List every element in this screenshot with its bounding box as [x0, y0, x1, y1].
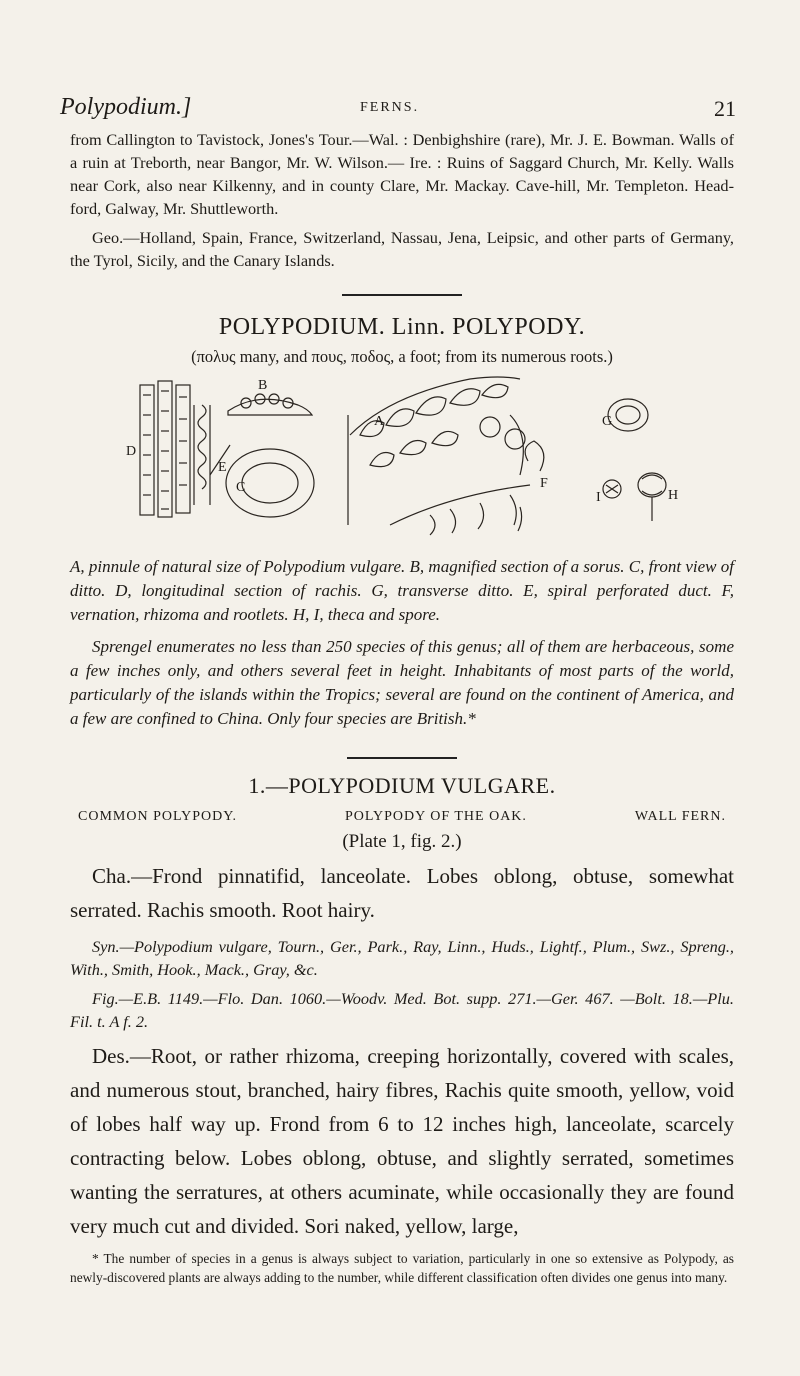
genus-note: Sprengel enumerates no less than 250 species of this genus; all of them are herbaceous, some a few inches only, and others several feet in height. Inhabitants of most parts of the world, particularly of the islands within the Tropics; several are found on the continent of America, and a few are confined to China. Only four species are British.*	[70, 637, 734, 728]
label-B: B	[258, 378, 268, 393]
plate-reference: (Plate 1, fig. 2.)	[342, 831, 462, 852]
geography-paragraph: Geo.—Holland, Spain, France, Switzerland, Nassau, Jena, Leipsic, and other parts of Germany, the Tyrol, Sicily, and the Canary Islands.	[70, 228, 734, 270]
figures-paragraph: Fig.—E.B. 1149.—Flo. Dan. 1060.—Woodv. Med. Bot. supp. 271.—Ger. 467. —Bolt. 18.—Plu. Fil. t. A f. 2.	[70, 989, 734, 1031]
species-title: 1.—POLYPODIUM VULGARE.	[248, 773, 556, 798]
label-D: D	[126, 444, 137, 459]
localities-paragraph: from Callington to Tavistock, Jones's Tour.—Wal. : Denbighshire (rare), Mr. J. E. Bowman. Walls of a ruin at Treborth, near Bangor, Mr. W. Wilson.— Ire. : Ruins of Saggard Church, Mr. Kelly. Walls near Cork, also near Kilkenny, and in county Clare, Mr. Mackay. Cave-hill, Mr. Templeton. Head-ford, Galway, Mr. Shuttleworth.	[70, 130, 734, 218]
etymology: (πολυς many, and πους, ποδος, a foot; from its numerous roots.)	[191, 347, 613, 366]
running-head-genus: Polypodium.]	[60, 94, 192, 120]
divider-rule-1	[342, 294, 462, 296]
synonyms-paragraph: Syn.—Polypodium vulgare, Tourn., Ger., Park., Ray, Linn., Huds., Lightf., Plum., Swz., Spreng., With., Smith, Hook., Mack., Gray, &c.	[70, 937, 734, 979]
label-H: H	[668, 488, 679, 503]
character-paragraph: Cha.—Frond pinnatifid, lanceolate. Lobes oblong, obtuse, somewhat serrated. Rachis smooth. Root hairy.	[70, 864, 734, 922]
common-name-2: POLYPODY OF THE OAK.	[344, 809, 527, 824]
transverse-section-drawing	[608, 399, 648, 431]
book-page	[60, 94, 736, 1287]
page-number: 21	[714, 96, 736, 121]
front-view-drawing	[210, 445, 314, 517]
rachis-section-drawing	[140, 381, 190, 517]
genus-title: POLYPODIUM. Linn. POLYPODY.	[218, 314, 586, 340]
spore-drawing	[603, 480, 621, 498]
label-A: A	[374, 414, 385, 429]
sorus-section-drawing	[228, 394, 312, 415]
label-I: I	[596, 490, 601, 505]
label-F: F	[540, 476, 548, 491]
description-paragraph: Des.—Root, or rather rhizoma, creeping horizontally, covered with scales, and numerous stout, branched, hairy fibres, Rachis quite smooth, yellow, void of lobes half way up. Frond from 6 to 12 inches high, lanceolate, scarcely contracting below. Lobes oblong, obtuse, and slightly serrated, sometimes wanting the serratures, at others acuminate, while occasionally they are found very much cut and divided. Sori naked, yellow, large,	[70, 1044, 734, 1238]
theca-drawing	[638, 473, 666, 521]
spiral-duct-drawing	[194, 405, 210, 505]
figure-caption: A, pinnule of natural size of Polypodium vulgare. B, magnified section of a sorus. C, front view of ditto. D, longitudinal section of rachis. G, transverse ditto. E, spiral perforated duct. F, vernation, rhizoma and rootlets. H, I, theca and spore.	[70, 557, 734, 624]
label-C: C	[236, 480, 246, 495]
footnote: * The number of species in a genus is always subject to variation, particularly in one so extensive as Polypody, as newly-discovered plants are always adding to the number, while different classification often divides one genus into many.	[70, 1251, 734, 1285]
divider-rule-2	[347, 757, 457, 759]
common-names	[78, 809, 726, 825]
common-name-1: COMMON POLYPODY.	[78, 809, 238, 824]
label-G: G	[602, 414, 613, 429]
common-name-3: WALL FERN.	[634, 809, 726, 824]
running-head-section: FERNS.	[360, 100, 420, 115]
botanical-engraving	[70, 375, 734, 545]
label-E: E	[218, 460, 227, 475]
botanical-figure	[70, 375, 734, 545]
running-head	[60, 94, 736, 128]
pinnule-drawing	[348, 377, 525, 525]
